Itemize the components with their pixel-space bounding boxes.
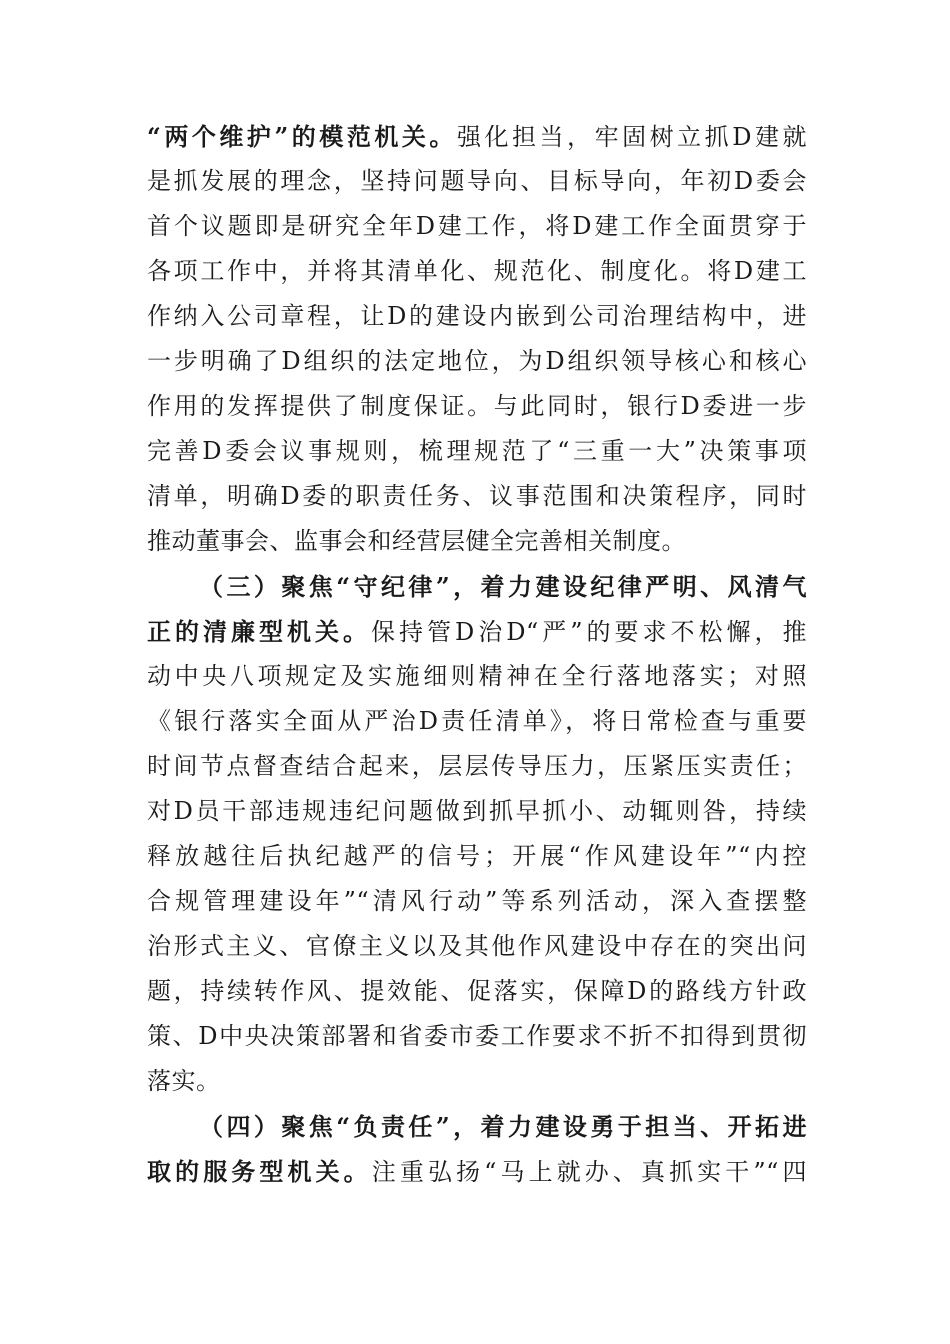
section-heading-line: [147, 564, 807, 609]
paragraph-line: [147, 339, 807, 384]
paragraph-line: [147, 1149, 807, 1194]
body-text: 合规管理建设年”“清风行动”等系列活动，深入查摆整: [147, 887, 807, 915]
paragraph-line: [147, 204, 807, 249]
bold-heading-text: 正的清廉型机关。: [147, 617, 371, 646]
body-text: 作用的发挥提供了制度保证。与此同时，银行D委进一步: [147, 392, 807, 420]
paragraph-line: [147, 654, 807, 699]
body-text: 动中央八项规定及实施细则精神在全行落地落实；对照: [147, 662, 807, 690]
body-text: 题，持续转作风、提效能、促落实，保障D的路线方针政: [147, 977, 807, 1005]
bold-heading-text: （四）聚焦“负责任”，着力建设勇于担当、开拓进: [199, 1112, 807, 1141]
paragraph-line: [147, 879, 807, 924]
paragraph-line: [147, 519, 807, 564]
paragraph-line: [147, 429, 807, 474]
body-text: 完善D委会议事规则，梳理规范了“三重一大”决策事项: [147, 437, 807, 465]
body-text: 是抓发展的理念，坚持问题导向、目标导向，年初D委会: [147, 167, 807, 195]
bold-heading-text: （三）聚焦“守纪律”，着力建设纪律严明、风清气: [199, 572, 807, 601]
body-text: 释放越往后执纪越严的信号；开展“作风建设年”“内控: [147, 842, 807, 870]
paragraph-line: [147, 969, 807, 1014]
bold-heading-text: “两个维护”的模范机关。: [147, 122, 457, 151]
body-text: 时间节点督查结合起来，层层传导压力，压紧压实责任；: [147, 752, 807, 780]
body-text: 强化担当，牢固树立抓D建就: [456, 123, 807, 151]
paragraph-line: [147, 924, 807, 969]
paragraph-line: [147, 1059, 807, 1104]
paragraph-line: [147, 609, 807, 654]
body-text: 各项工作中，并将其清单化、规范化、制度化。将D建工: [147, 257, 807, 285]
paragraph-line: [147, 384, 807, 429]
paragraph-line: [147, 744, 807, 789]
body-text: 治形式主义、官僚主义以及其他作风建设中存在的突出问: [147, 932, 807, 960]
paragraph-line: [147, 114, 807, 159]
paragraph-line: [147, 834, 807, 879]
paragraph-line: [147, 474, 807, 519]
document-body: [147, 114, 807, 1194]
body-text: 对D员干部违规违纪问题做到抓早抓小、动辄则咎，持续: [147, 797, 807, 825]
paragraph-line: [147, 159, 807, 204]
body-text: 推动董事会、监事会和经营层健全完善相关制度。: [147, 527, 686, 555]
paragraph-line: [147, 1014, 807, 1059]
body-text: 作纳入公司章程，让D的建设内嵌到公司治理结构中，进: [147, 302, 807, 330]
paragraph-line: [147, 699, 807, 744]
body-text: 保持管D治D“严”的要求不松懈，推: [371, 618, 808, 646]
body-text: 注重弘扬“马上就办、真抓实干”“四: [371, 1158, 807, 1186]
body-text: 《银行落实全面从严治D责任清单》，将日常检查与重要: [147, 707, 807, 735]
paragraph-line: [147, 294, 807, 339]
body-text: 一步明确了D组织的法定地位，为D组织领导核心和核心: [147, 347, 807, 375]
body-text: 策、D中央决策部署和省委市委工作要求不折不扣得到贯彻: [147, 1022, 807, 1050]
body-text: 首个议题即是研究全年D建工作，将D建工作全面贯穿于: [147, 212, 807, 240]
bold-heading-text: 取的服务型机关。: [147, 1157, 372, 1186]
paragraph-line: [147, 249, 807, 294]
paragraph-line: [147, 789, 807, 834]
body-text: 落实。: [147, 1067, 221, 1095]
body-text: 清单，明确D委的职责任务、议事范围和决策程序，同时: [147, 482, 807, 510]
section-heading-line: [147, 1104, 807, 1149]
